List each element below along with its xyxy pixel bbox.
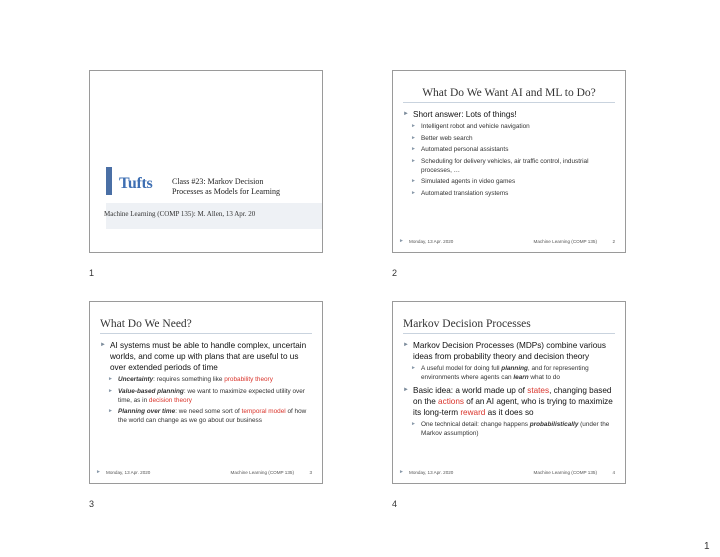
tufts-logo: Tufts — [119, 175, 153, 192]
footer-course: Machine Learning (COMP 135) — [230, 470, 294, 475]
sub-bullet: ► Intelligent robot and vehicle navigation — [411, 123, 530, 130]
bullet-arrow-icon: ► — [108, 376, 113, 382]
bullet: ► Short answer: Lots of things! — [403, 110, 517, 119]
bullet-arrow-icon: ► — [411, 178, 416, 184]
sub-bullet: ► Automated personal assistants — [411, 146, 509, 153]
footer-page: 2 — [612, 239, 615, 244]
bullet-arrow-icon: ► — [403, 386, 409, 393]
class-title-line-1: Class #23: Markov Decision — [172, 177, 264, 186]
slide-title: What Do We Want AI and ML to Do? — [403, 87, 615, 103]
footer-arrow-icon: ► — [399, 238, 404, 244]
bullet: ► AI systems must be able to handle complex, uncertain worlds, and come up with plans that are useful to us over extended periods of time — [100, 341, 307, 372]
footer-arrow-icon: ► — [96, 469, 101, 475]
page-number: 1 — [704, 541, 710, 552]
slide-title: What Do We Need? — [100, 318, 312, 334]
class-title — [172, 177, 280, 197]
slide-4 — [392, 301, 626, 484]
slide-2 — [392, 70, 626, 253]
bullet-arrow-icon: ► — [403, 342, 409, 348]
bullet-arrow-icon: ► — [411, 123, 416, 129]
bullet: ► Basic idea: a world made up of states, changing based on the actions of an AI agent, who is trying to maximize its long-term reward as it does so — [403, 385, 613, 417]
slide-footer — [96, 469, 312, 477]
slide-number-3: 3 — [89, 499, 95, 509]
sub-bullet: ► Simulated agents in video games — [411, 178, 516, 185]
slide-1 — [89, 70, 323, 253]
sub-bullet: ► Scheduling for delivery vehicles, air traffic control, industrial processes, … — [411, 157, 589, 174]
footer-course: Machine Learning (COMP 135) — [533, 239, 597, 244]
slide-title: Markov Decision Processes — [403, 318, 615, 334]
footer-course: Machine Learning (COMP 135) — [533, 470, 597, 475]
bullet-arrow-icon: ► — [108, 387, 113, 394]
bullet-arrow-icon: ► — [411, 134, 416, 141]
footer-page: 3 — [309, 470, 312, 475]
slide-body — [403, 340, 617, 440]
bullet-arrow-icon: ► — [403, 111, 409, 117]
bullet-arrow-icon: ► — [411, 365, 416, 371]
logo-accent-bar — [106, 167, 112, 195]
footer-date: Monday, 13 Apr. 2020 — [409, 470, 454, 475]
bullet-arrow-icon: ► — [108, 408, 113, 414]
bullet: ► Markov Decision Processes (MDPs) combine various ideas from probability theory and decision theory — [403, 341, 606, 361]
sub-bullet: ► Value-based planning: we want to maximize expected utility over time, as in decision theory — [108, 387, 305, 404]
slide-footer — [399, 469, 615, 477]
footer-page: 4 — [612, 470, 615, 475]
slide-number-2: 2 — [392, 268, 398, 278]
slide-body — [100, 340, 314, 428]
footer-arrow-icon: ► — [399, 469, 404, 475]
bullet-arrow-icon: ► — [411, 420, 416, 427]
bullet-arrow-icon: ► — [411, 189, 416, 196]
sub-bullet: ► One technical detail: change happens probabilistically (under the Markov assumption) — [411, 420, 610, 437]
sub-bullet: ► Planning over time: we need some sort of temporal model of how the world can change as we go about our business — [108, 408, 307, 424]
slide-body — [403, 109, 617, 200]
slide-number-4: 4 — [392, 499, 398, 509]
slide-3 — [89, 301, 323, 484]
bullet-arrow-icon: ► — [411, 146, 416, 152]
sub-bullet: ► Better web search — [411, 134, 473, 142]
bullet-arrow-icon: ► — [100, 342, 106, 348]
bullet-arrow-icon: ► — [411, 157, 416, 164]
sub-bullet: ► A useful model for doing full planning, and for representing environments where agents can learn what to do — [411, 365, 589, 381]
footer-date: Monday, 13 Apr. 2020 — [409, 239, 454, 244]
footer-date: Monday, 13 Apr. 2020 — [106, 470, 151, 475]
slide-footer — [399, 238, 615, 246]
sub-bullet: ► Automated translation systems — [411, 189, 509, 197]
class-title-line-2: Processes as Models for Learning — [172, 187, 280, 196]
course-info: Machine Learning (COMP 135): M. Allen, 13 Apr. 20 — [104, 210, 256, 218]
sub-bullet: ► Uncertainty: requires something like probability theory — [108, 376, 273, 383]
slide-number-1: 1 — [89, 268, 95, 278]
